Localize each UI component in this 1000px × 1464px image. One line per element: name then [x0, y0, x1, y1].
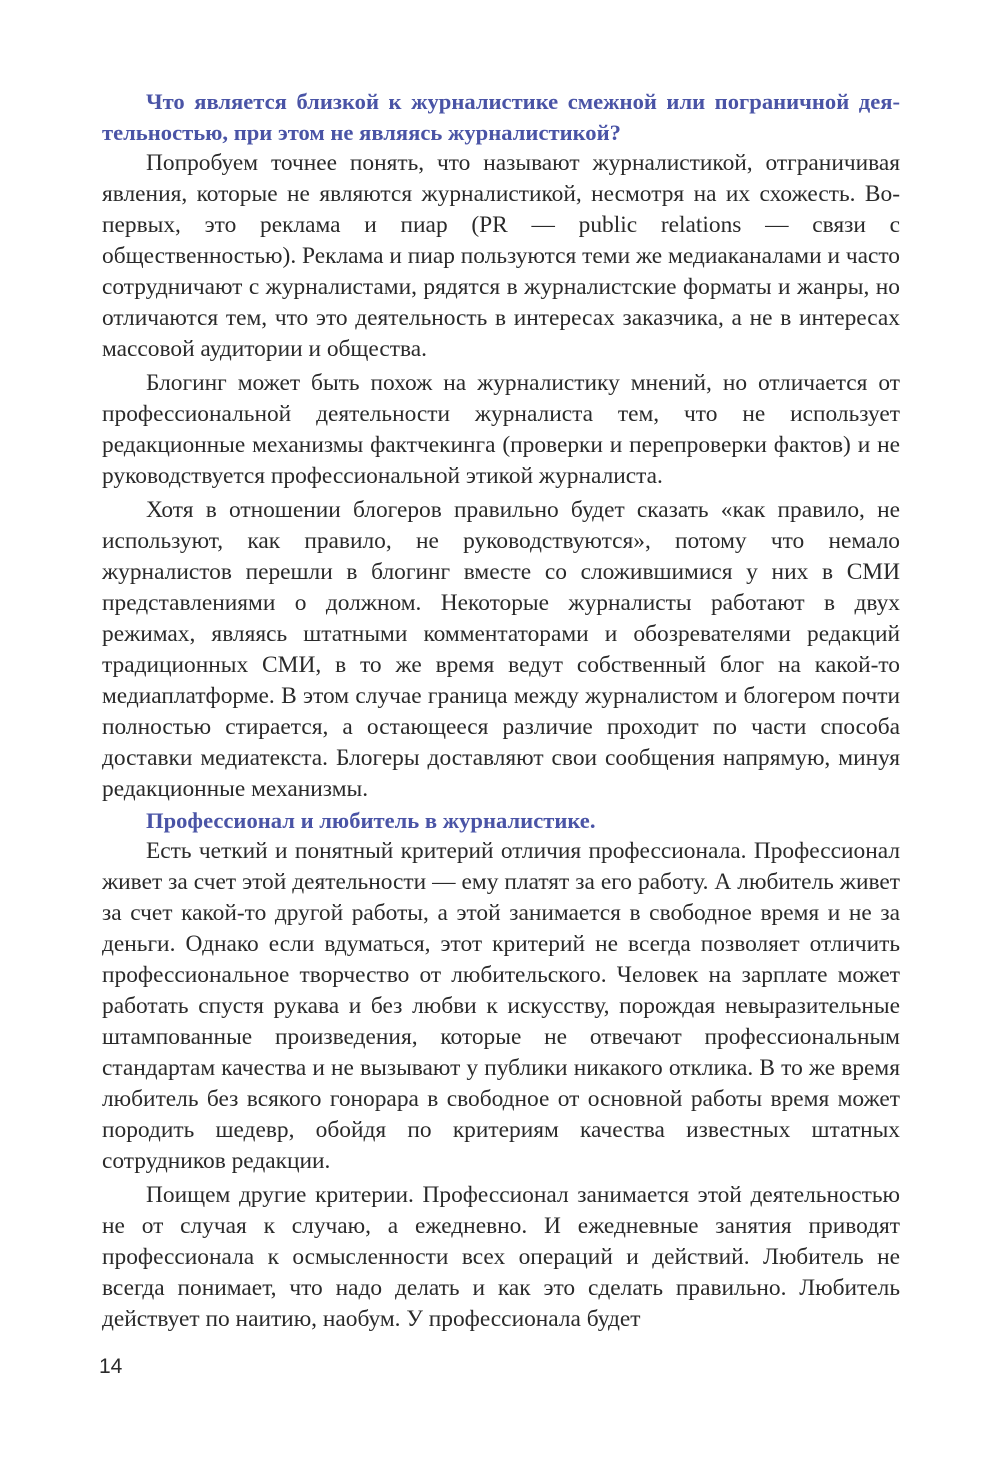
- page-body: [102, 86, 900, 1335]
- paragraph-bloggers-journalists: Хотя в отношении блогеров правильно будет сказать «как правило, не используют, как правило, не руководствуются», потому что немало журналистов перешли в блогинг вместе со сложившимися у них в СМИ представлениями о должном. Некоторые журналисты работают в двух режимах, являясь штатными комментаторами и обозревателями редакций традиционных СМИ, в то же время ведут собственный блог на какой-то медиаплатформе. В этом случае граница между журналистом и блогером почти полностью стирается, а остающееся различие проходит по части способа доставки медиатекста. Блогеры доставляют свои сообщения напрямую, минуя редакционные механизмы.: [102, 497, 900, 802]
- paragraph-blogging: Блогинг может быть похож на журналистику мнений, но отличается от профессиональной деятельности журналиста тем, что не использует редакционные механизмы фактчекинга (проверки и перепроверки фактов) и не руководствуется профессиональной этикой журналиста.: [102, 370, 900, 489]
- paragraph-professional-criterion: Есть четкий и понятный критерий отличия профессионала. Профессионал живет за счет этой деятельности — ему платят за его работу. А любитель живет за счет какой-то другой работы, а этой занимается в свободное время и не за деньги. Однако если вдуматься, этот критерий не всегда позволяет отличить профессиональное творчество от любительского. Человек на зарплате может работать спустя рукава и без любви к искусству, порождая невыразительные штампованные произведения, которые не отвечают профессиональным стандартам качества и не вызывают у публики никакого отклика. В то же время любитель без всякого гонорара в свободное от основной работы время может породить шедевр, обойдя по критериям качества известных штатных сотрудников редакции.: [102, 838, 900, 1174]
- section-heading-journalism-borders: Что является близкой к журналистике смежной или пограничной деятельностью, при этом не являясь журналистикой?: [102, 89, 900, 145]
- section-heading-professional-amateur: Профессионал и любитель в журналистике.: [146, 808, 596, 833]
- paragraph-other-criteria: Поищем другие критерии. Профессионал занимается этой деятельностью не от случая к случаю, а ежедневно. И ежедневные занятия приводят профессионала к осмысленности всех операций и действий. Любитель не всегда понимает, что надо делать и как это сделать правильно. Любитель действует по наитию, наобум. У профессионала будет: [102, 1182, 900, 1332]
- paragraph-pr-advertising: Попробуем точнее понять, что называют журналистикой, отграничивая явления, которые не являются журналистикой, несмотря на их схожесть. Во-первых, это реклама и пиар (PR — public relations — связи с общественностью). Реклама и пиар пользуются теми же медиаканалами и часто сотрудничают с журналистами, рядятся в журналистские форматы и жанры, но отличаются тем, что это деятельность в интересах заказчика, а не в интересах массовой аудитории и общества.: [102, 150, 900, 362]
- page-number: 14: [99, 1355, 123, 1378]
